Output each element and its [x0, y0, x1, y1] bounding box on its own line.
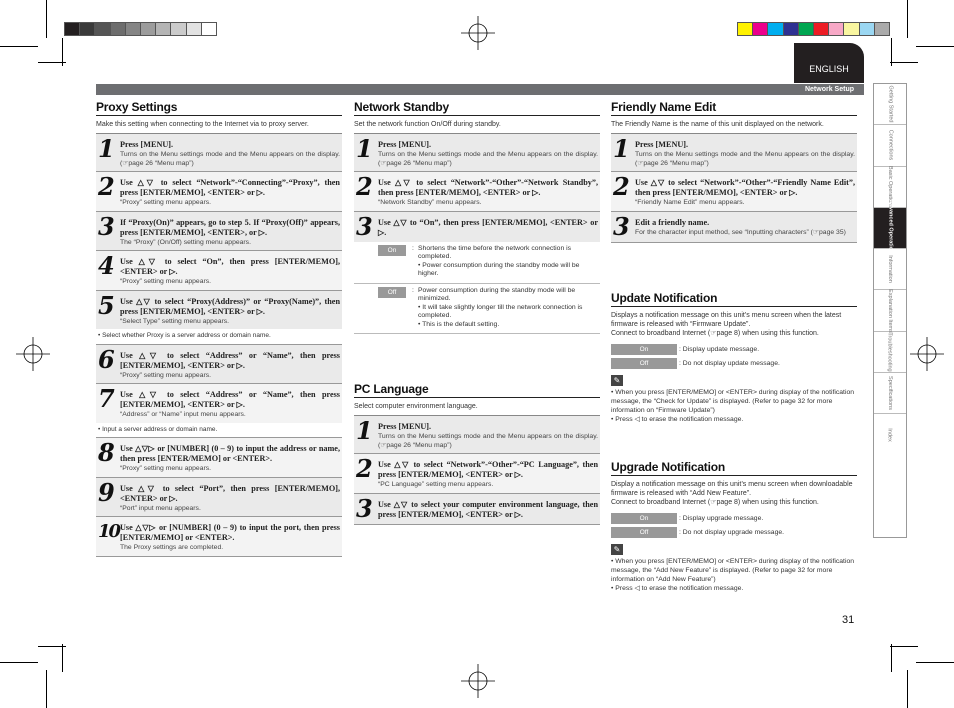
tab-label: Index: [887, 428, 893, 442]
tab-advanced-operations[interactable]: [874, 199, 906, 257]
color-swatch: [768, 23, 783, 35]
language-label: ENGLISH: [809, 64, 849, 74]
registration-mark-icon: [461, 664, 495, 698]
step-description: Turns on the Menu settings mode and the Menu appears on the display. (☞page 26 “Menu map”): [378, 433, 598, 449]
tab-label: Explanation Items: [887, 288, 893, 333]
option-key: Off: [611, 358, 677, 369]
pencil-note-icon: ✎: [611, 544, 623, 555]
color-swatch: [829, 23, 844, 35]
step-instruction: Use △▽ to select “Network”-“Other”-“Friendly Name Edit”, then press [ENTER/MEMO], <ENTER> or ▷.: [635, 178, 855, 197]
option-text: : Display update message.: [679, 346, 760, 353]
step: [354, 494, 600, 525]
step-description: Turns on the Menu settings mode and the Menu appears on the display. (☞page 26 “Menu map”): [378, 151, 598, 167]
option-key: On: [378, 245, 406, 256]
step-description: “Friendly Name Edit” menu appears.: [635, 199, 745, 206]
update-off-row: [611, 358, 857, 369]
color-swatch: [844, 23, 859, 35]
language-tab: [794, 43, 864, 83]
pc-language-section: [354, 382, 600, 525]
step-number: 3: [356, 493, 373, 523]
step-description: “Address” or “Name” input menu appears.: [120, 411, 246, 418]
step-instruction: Use △▽ to select your computer environment language, then press [ENTER/MEMO], <ENTER> or ▷.: [378, 499, 598, 519]
upgrade-notification-section: [611, 460, 857, 593]
pc-language-intro: Select computer environment language.: [354, 403, 478, 410]
step: [354, 172, 600, 212]
friendly-name-title: Friendly Name Edit: [611, 100, 857, 116]
step: [96, 517, 342, 557]
crop-mark: [62, 38, 63, 66]
step-number: 2: [356, 454, 373, 483]
crop-mark: [0, 46, 38, 47]
step-description: “Proxy” setting menu appears.: [120, 371, 212, 379]
network-standby-steps: [354, 133, 600, 334]
step-number: 3: [356, 211, 373, 241]
chapter-index-tabs: [873, 83, 907, 538]
section-title: Network Setup: [804, 86, 854, 93]
step-description: “Select Type” setting menu appears.: [120, 317, 230, 325]
option-key: Off: [378, 287, 406, 298]
step-description: The “Proxy” (On/Off) setting menu appears.: [120, 238, 251, 246]
color-swatch: [65, 23, 80, 35]
step-instruction: Edit a friendly name.: [635, 217, 710, 227]
upgrade-notification-title: Upgrade Notification: [611, 460, 857, 476]
step: [96, 172, 342, 212]
option-text: : Do not display update message.: [679, 360, 780, 367]
note-text: • When you press [ENTER/MEMO] or <ENTER> during display of the notification message, the “Add New Feature” is displayed. (Refer to page 32 for more information on “Add New Feature”): [611, 558, 855, 583]
color-swatch: [80, 23, 95, 35]
registration-mark-icon: [16, 337, 50, 371]
color-swatch: [95, 23, 110, 35]
crop-mark: [916, 46, 954, 47]
page-number: 31: [842, 614, 855, 626]
step-instruction: Use △▽ to select “Address” or “Name”, then press [ENTER/MEMO], <ENTER> or ▷.: [120, 390, 340, 409]
update-intro-connect: Connect to broadband Internet (☞page 8) when using this function.: [611, 330, 819, 337]
step: [96, 478, 342, 518]
step-number: 7: [98, 384, 115, 413]
step-instruction: Press [MENU].: [378, 422, 432, 431]
tab-label: Basic Operations: [887, 165, 894, 208]
upgrade-intro-connect: Connect to broadband Internet (☞page 8) when using this function.: [611, 499, 819, 506]
step-instruction: Use △▽ to select “Network”-“Other”-“PC Language”, then press [ENTER/MEMO], <ENTER> or ▷.: [378, 460, 598, 479]
step: [354, 212, 600, 242]
step-number: 9: [98, 477, 115, 507]
crop-mark: [916, 662, 954, 663]
update-intro: Displays a notification message on this unit’s menu screen when the latest firmware is released with “Firmware Update”.: [611, 312, 842, 328]
step-number: 4: [98, 251, 115, 280]
step-description: “Proxy” setting menu appears.: [120, 199, 212, 206]
tab-troubleshooting[interactable]: [874, 332, 906, 373]
step-number: 5: [98, 290, 115, 320]
tab-label: Troubleshooting: [887, 332, 893, 372]
tab-information[interactable]: [874, 249, 906, 290]
crop-mark: [46, 670, 47, 708]
pencil-note-icon: ✎: [611, 375, 623, 386]
option-text: Power consumption during the standby mode will be minimized.: [418, 286, 576, 302]
tab-label: Connections: [886, 130, 893, 161]
update-notification-title: Update Notification: [611, 291, 857, 307]
option-text: • Power consumption during the standby mode will be higher.: [418, 261, 580, 277]
color-swatch: [141, 23, 156, 35]
option-separator: :: [412, 244, 414, 252]
step-description: “PC Language” setting menu appears.: [378, 481, 494, 488]
step-note: • Select whether Proxy is a server address or domain name.: [96, 329, 342, 345]
step-number: 1: [356, 134, 373, 163]
note-text: • Press ◁ to erase the notification message.: [611, 585, 744, 592]
option-text: • It will take slightly longer till the network connection is completed.: [418, 303, 583, 319]
crop-mark: [62, 644, 63, 672]
step-instruction: Press [MENU].: [378, 140, 432, 149]
step: [96, 251, 342, 291]
step-number: 8: [98, 438, 115, 467]
crop-mark: [890, 646, 918, 647]
step: [611, 134, 857, 172]
tab-label: Getting Started: [887, 85, 893, 123]
step-description: “Port” input menu appears.: [120, 504, 201, 512]
grayscale-bar: [64, 22, 217, 36]
step-instruction: Press [MENU].: [635, 140, 689, 149]
network-standby-section: [354, 100, 600, 334]
option-text: : Display upgrade message.: [679, 515, 764, 522]
color-swatch: [187, 23, 202, 35]
step-number: 2: [613, 172, 630, 201]
network-standby-title: Network Standby: [354, 100, 600, 116]
step-instruction: Use △▽ to select “Proxy(Address)” or “Proxy(Name)”, then press [ENTER/MEMO], <ENTER> or ▷.: [120, 296, 340, 316]
pc-language-steps: [354, 415, 600, 525]
update-notification-section: [611, 291, 857, 424]
crop-mark: [891, 38, 892, 66]
tab-label: Information: [886, 255, 893, 284]
crop-mark: [46, 0, 47, 38]
crop-mark: [890, 62, 918, 63]
color-swatch: [126, 23, 141, 35]
note-text: • When you press [ENTER/MEMO] or <ENTER> during display of the notification message, the “Check for Update” is displayed. (Refer to page 32 for more information on “Firmware Update”): [611, 389, 855, 414]
registration-mark-icon: [910, 337, 944, 371]
step-instruction: Use △▽ to “On”, then press [ENTER/MEMO], <ENTER> or ▷.: [378, 217, 598, 237]
registration-mark-icon: [461, 16, 495, 50]
step-description: “Network Standby” menu appears.: [378, 199, 482, 206]
step: [96, 384, 342, 423]
option-key: On: [611, 344, 677, 355]
color-swatch: [738, 23, 753, 35]
step-number: 1: [613, 134, 630, 163]
color-swatch: [875, 23, 889, 35]
color-swatch: [111, 23, 126, 35]
step: [354, 416, 600, 454]
upgrade-on-row: [611, 513, 857, 524]
step-instruction: Use △▽ to select “On”, then press [ENTER/MEMO], <ENTER> or ▷.: [120, 257, 340, 276]
step-number: 3: [613, 211, 630, 241]
friendly-name-steps: [611, 133, 857, 243]
tab-label: Specifications: [887, 376, 893, 411]
color-swatch: [171, 23, 186, 35]
step-description: For the character input method, see “Inputting characters” (☞page 35): [635, 228, 846, 236]
color-swatch: [753, 23, 768, 35]
pc-language-title: PC Language: [354, 382, 600, 398]
proxy-steps: [96, 133, 342, 557]
option-off: [354, 287, 600, 335]
tab-label: Advanced Operations: [887, 199, 894, 257]
color-swatch: [156, 23, 171, 35]
network-standby-intro: Set the network function On/Off during standby.: [354, 121, 501, 128]
step: [611, 212, 857, 243]
tab-specifications[interactable]: [874, 373, 906, 414]
step: [354, 454, 600, 494]
tab-index[interactable]: [874, 414, 906, 455]
step-number: 2: [98, 172, 115, 201]
color-swatch: [799, 23, 814, 35]
option-text: Shortens the time before the network connection is completed.: [418, 244, 572, 260]
note-text: • Press ◁ to erase the notification message.: [611, 416, 744, 423]
step-number: 1: [356, 416, 373, 445]
step: [96, 438, 342, 478]
step-number: 3: [98, 211, 115, 241]
friendly-name-section: [611, 100, 857, 243]
color-swatch: [202, 23, 216, 35]
step-instruction: Use △▽ to select “Network”-“Other”-“Network Standby”, then press [ENTER/MEMO], <ENTER> or ▷.: [378, 178, 598, 197]
crop-mark: [907, 0, 908, 38]
option-key: On: [611, 513, 677, 524]
step-instruction: Use △▽ to select “Address” or “Name”, then press [ENTER/MEMO], <ENTER> or ▷.: [120, 350, 340, 370]
tab-explanation-items[interactable]: [874, 290, 906, 331]
step-note: • Input a server address or domain name.: [96, 423, 342, 439]
upgrade-off-row: [611, 527, 857, 538]
crop-mark: [0, 662, 38, 663]
option-on: [354, 245, 600, 284]
step-number: 6: [98, 344, 115, 374]
step-instruction: If “Proxy(On)” appears, go to step 5. If “Proxy(Off)” appears, press [ENTER/MEMO], <ENTER>, or ▷.: [120, 217, 340, 237]
crop-mark: [907, 670, 908, 708]
color-swatch: [784, 23, 799, 35]
option-text: : Do not display upgrade message.: [679, 529, 785, 536]
proxy-intro: Make this setting when connecting to the Internet via to proxy server.: [96, 121, 309, 128]
color-swatch: [814, 23, 829, 35]
step-description: “Proxy” setting menu appears.: [120, 278, 212, 285]
step: [354, 134, 600, 172]
step: [611, 172, 857, 212]
section-header-bar: [96, 84, 864, 95]
step-description: Turns on the Menu settings mode and the Menu appears on the display. (☞page 26 “Menu map”): [635, 151, 855, 167]
step-instruction: Press [MENU].: [120, 140, 174, 149]
proxy-settings-title: Proxy Settings: [96, 100, 342, 116]
step: [96, 345, 342, 385]
option-key: Off: [611, 527, 677, 538]
step-number: 1: [98, 134, 115, 163]
step-instruction: Use △▽▷ or [NUMBER] (0 – 9) to input the port, then press [ENTER/MEMO] or <ENTER>.: [120, 523, 340, 542]
tab-connections[interactable]: [874, 125, 906, 166]
step-number: 10: [98, 521, 120, 542]
step-description: The Proxy settings are completed.: [120, 544, 224, 551]
step-description: “Proxy” setting menu appears.: [120, 465, 212, 472]
step-instruction: Use △▽▷ or [NUMBER] (0 – 9) to input the address or name, then press [ENTER/MEMO] or <ENTER>.: [120, 444, 340, 463]
step-instruction: Use △▽ to select “Port”, then press [ENTER/MEMO], <ENTER> or ▷.: [120, 483, 340, 503]
friendly-name-intro: The Friendly Name is the name of this unit displayed on the network.: [611, 121, 824, 128]
proxy-settings-section: [96, 100, 342, 557]
step: [96, 212, 342, 252]
option-text: • This is the default setting.: [418, 320, 500, 328]
step-description: Turns on the Menu settings mode and the Menu appears on the display. (☞page 26 “Menu map”): [120, 151, 340, 167]
update-on-row: [611, 344, 857, 355]
color-calibration-bar: [737, 22, 890, 36]
step: [96, 134, 342, 172]
crop-mark: [891, 644, 892, 672]
color-swatch: [860, 23, 875, 35]
upgrade-intro: Display a notification message on this unit’s menu screen when downloadable firmware is released with “Add New Feature”.: [611, 481, 853, 497]
step-instruction: Use △▽ to select “Network”-“Connecting”-“Proxy”, then press [ENTER/MEMO], <ENTER> or ▷.: [120, 178, 340, 197]
step: [96, 291, 342, 330]
tab-getting-started[interactable]: [874, 84, 906, 125]
option-separator: :: [412, 286, 414, 294]
step-number: 2: [356, 172, 373, 201]
